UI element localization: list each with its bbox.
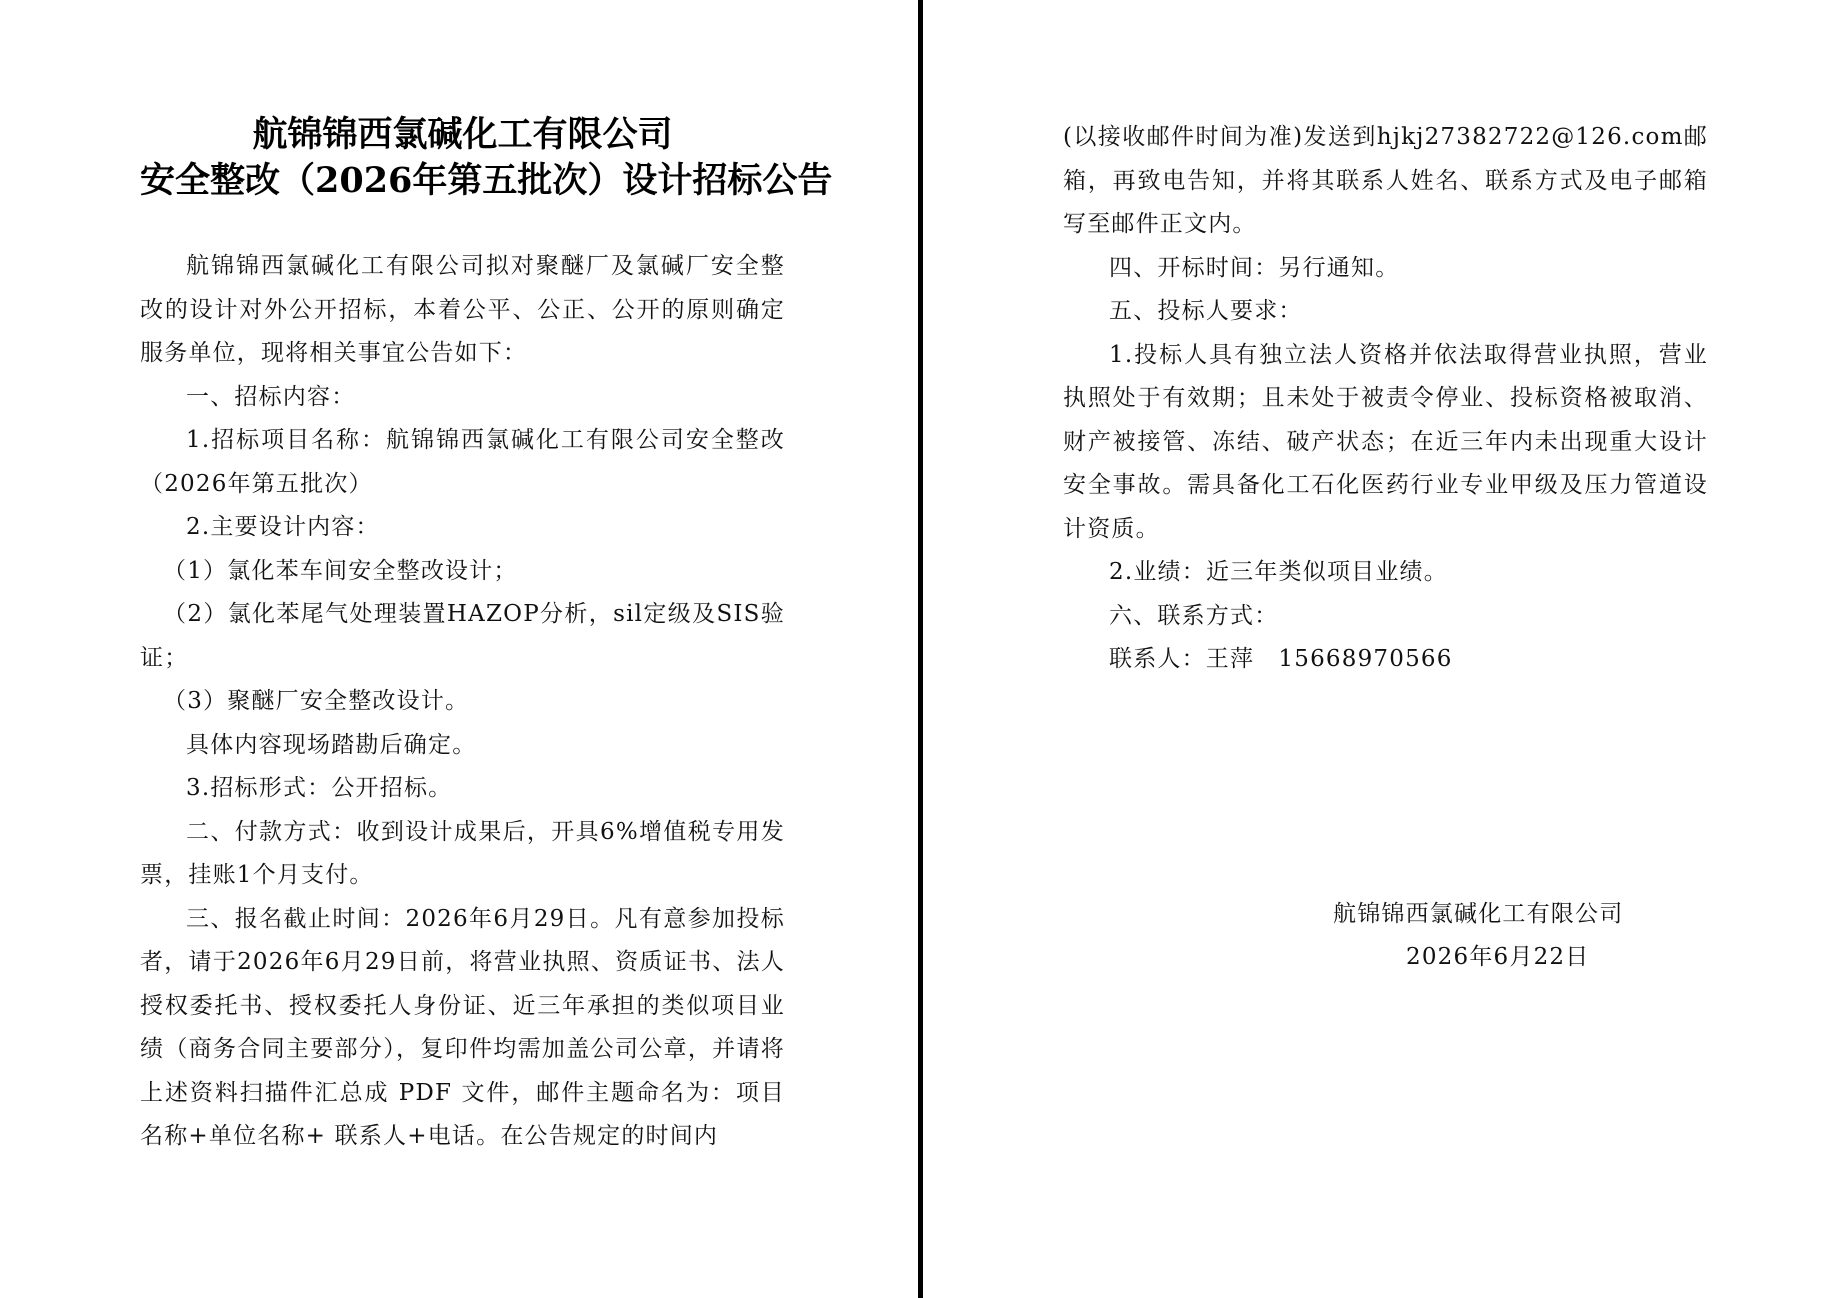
left-paragraph: 3.招标形式：公开招标。 xyxy=(186,775,453,801)
right-paragraph: 四、开标时间：另行通知。 xyxy=(1109,254,1400,281)
left-paragraph: 三、报名截止时间：2026年6月29日。凡有意参加投标者，请于2026年6月29日前，将营业执照、资质证书、法人授权委托书、授权委托人身份证、近三年承担的类似项目业绩（商务合同主要部分），复印件均需加盖公司公章，并请将上述资料扫描件汇总成 PDF 文件，邮件主题命名为：项目名称+单位名称+ 联系人+电话。在公告规定的时间内 xyxy=(140,905,785,1149)
right-body-text xyxy=(1063,116,1708,682)
left-paragraph: 具体内容现场踏勘后确定。 xyxy=(186,731,477,758)
left-paragraph: （1）氯化苯车间安全整改设计； xyxy=(163,557,518,584)
document-title xyxy=(140,112,833,204)
right-paragraph: 联系人：王萍 15668970566 xyxy=(1109,646,1453,672)
left-paragraph: （3）聚醚厂安全整改设计。 xyxy=(163,688,470,714)
left-page xyxy=(0,0,918,1298)
signature-company: 航锦锦西氯碱化工有限公司 xyxy=(1333,901,1624,927)
right-paragraph: 2.业绩：近三年类似项目业绩。 xyxy=(1109,559,1448,585)
signature-date: 2026年6月22日 xyxy=(1406,944,1590,970)
left-paragraph: 二、付款方式：收到设计成果后，开具6%增值税专用发票，挂账1个月支付。 xyxy=(140,818,785,888)
title-line-subject: 安全整改（2026年第五批次）设计招标公告 xyxy=(140,160,833,201)
left-paragraph: 2.主要设计内容： xyxy=(186,514,380,540)
title-line-company: 航锦锦西氯碱化工有限公司 xyxy=(252,114,673,155)
left-paragraph: 1.招标项目名称：航锦锦西氯碱化工有限公司安全整改（2026年第五批次） xyxy=(140,427,785,497)
right-paragraph: (以接收邮件时间为准)发送到hjkj27382722@126.com邮箱，再致电告知，并将其联系人姓名、联系方式及电子邮箱写至邮件正文内。 xyxy=(1063,124,1708,237)
right-paragraph: 1.投标人具有独立法人资格并依法取得营业执照，营业执照处于有效期；且未处于被责令停业、投标资格被取消、财产被接管、冻结、破产状态；在近三年内未出现重大设计安全事故。需具备化工石化医药行业专业甲级及压力管道设计资质。 xyxy=(1063,341,1708,542)
left-body-text xyxy=(140,245,785,1159)
page-divider xyxy=(918,0,923,1298)
left-paragraph: 航锦锦西氯碱化工有限公司拟对聚醚厂及氯碱厂安全整改的设计对外公开招标，本着公平、公正、公开的原则确定服务单位，现将相关事宜公告如下： xyxy=(140,253,785,366)
left-paragraph: （2）氯化苯尾气处理装置HAZOP分析，sil定级及SIS验证； xyxy=(140,601,785,671)
right-paragraph: 六、联系方式： xyxy=(1109,602,1279,629)
right-paragraph: 五、投标人要求： xyxy=(1109,298,1303,324)
left-paragraph: 一、招标内容： xyxy=(186,383,356,410)
